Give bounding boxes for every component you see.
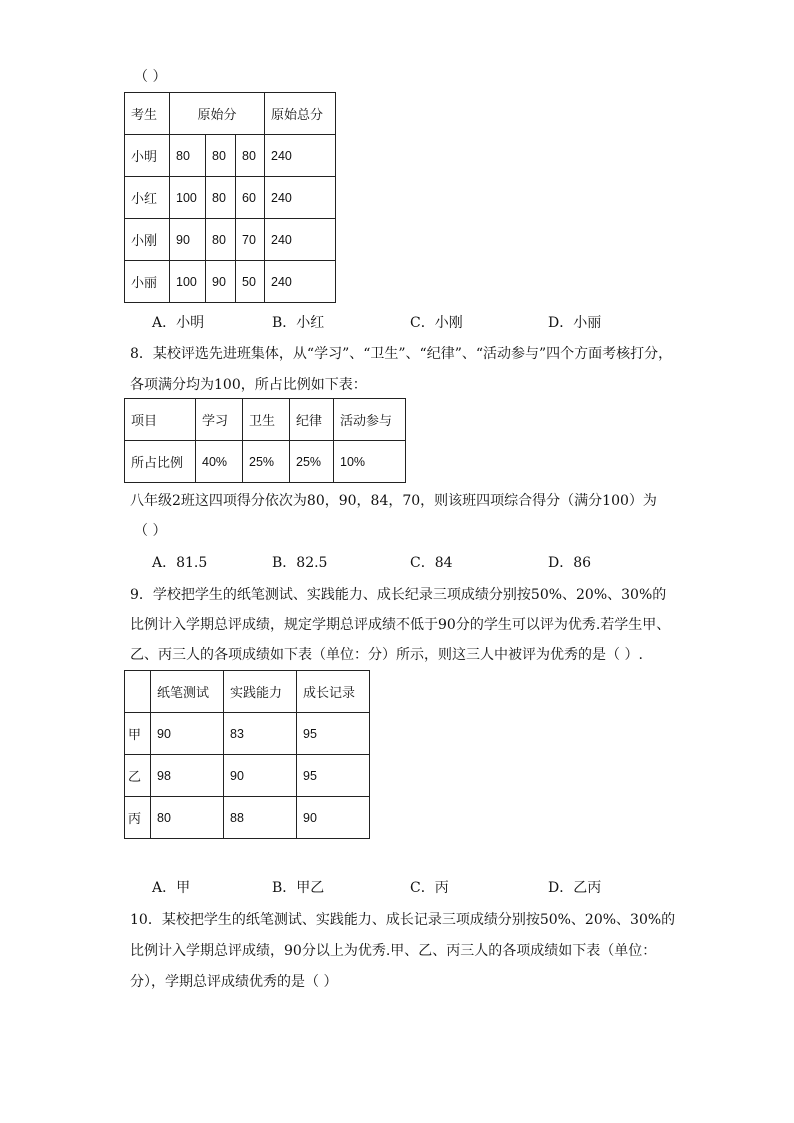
table-header-cell: 考生 [125, 93, 170, 135]
table-cell: 60 [236, 177, 265, 219]
q9-stem-line2: 比例计入学期总评成绩，规定学期总评成绩不低于90分的学生可以评为优秀.若学生甲、 [130, 617, 671, 633]
table-row [125, 399, 406, 441]
q9-option-c[interactable]: C．丙 [410, 880, 449, 896]
table-cell: 80 [206, 219, 236, 261]
q10-stem-line2: 比例计入学期总评成绩，90分以上为优秀.甲、乙、丙三人的各项成绩如下表（单位： [130, 943, 657, 959]
q7-score-table [124, 92, 336, 303]
q8-answer-paren: （ ） [134, 523, 167, 539]
table-row [125, 261, 336, 303]
table-cell: 90 [206, 261, 236, 303]
table-cell: 小丽 [125, 261, 170, 303]
q7-answer-paren: （ ） [134, 69, 167, 85]
table-cell: 80 [170, 135, 206, 177]
table-cell: 100 [170, 261, 206, 303]
table-cell: 240 [265, 219, 336, 261]
table-cell: 90 [170, 219, 206, 261]
table-cell: 乙 [125, 755, 151, 797]
q7-option-d[interactable]: D．小丽 [548, 315, 602, 331]
table-header-cell: 实践能力 [224, 671, 297, 713]
q7-option-c[interactable]: C．小刚 [410, 315, 463, 331]
table-row [125, 671, 370, 713]
q9-option-d[interactable]: D．乙丙 [548, 880, 602, 896]
table-cell: 小明 [125, 135, 170, 177]
q9-score-table [124, 670, 370, 839]
table-header-cell: 成长记录 [297, 671, 370, 713]
table-cell: 甲 [125, 713, 151, 755]
table-cell: 80 [151, 797, 224, 839]
q8-option-b[interactable]: B．82.5 [272, 555, 328, 571]
q8-option-d[interactable]: D．86 [548, 555, 592, 571]
q8-stem-line2: 各项满分均为100，所占比例如下表： [130, 377, 367, 393]
table-cell: 90 [151, 713, 224, 755]
table-cell: 25% [290, 441, 334, 483]
table-row [125, 441, 406, 483]
table-cell: 240 [265, 135, 336, 177]
q8-option-c[interactable]: C．84 [410, 555, 453, 571]
table-row [125, 797, 370, 839]
table-cell: 88 [224, 797, 297, 839]
table-cell: 25% [243, 441, 290, 483]
table-cell: 90 [297, 797, 370, 839]
table-cell: 活动参与 [334, 399, 406, 441]
table-cell: 学习 [196, 399, 243, 441]
q9-option-b[interactable]: B．甲乙 [272, 880, 325, 896]
table-cell: 卫生 [243, 399, 290, 441]
table-header-cell [125, 671, 151, 713]
q9-option-a[interactable]: A．甲 [152, 880, 191, 896]
q7-option-a[interactable]: A．小明 [152, 315, 205, 331]
table-header-cell: 原始总分 [265, 93, 336, 135]
table-cell: 70 [236, 219, 265, 261]
table-cell: 98 [151, 755, 224, 797]
table-cell: 10% [334, 441, 406, 483]
q8-stem-line1: 8．某校评选先进班集体，从“学习”、“卫生”、“纪律”、“活动参与”四个方面考核打分， [130, 346, 673, 362]
table-cell: 83 [224, 713, 297, 755]
table-cell: 小红 [125, 177, 170, 219]
table-cell: 40% [196, 441, 243, 483]
table-cell: 240 [265, 177, 336, 219]
table-cell: 80 [206, 177, 236, 219]
table-cell: 100 [170, 177, 206, 219]
table-cell: 90 [224, 755, 297, 797]
table-row [125, 713, 370, 755]
table-cell: 80 [236, 135, 265, 177]
table-cell: 240 [265, 261, 336, 303]
table-cell: 50 [236, 261, 265, 303]
table-cell: 丙 [125, 797, 151, 839]
table-cell: 95 [297, 713, 370, 755]
table-cell: 小刚 [125, 219, 170, 261]
table-cell: 80 [206, 135, 236, 177]
table-cell: 项目 [125, 399, 196, 441]
table-row [125, 177, 336, 219]
q10-stem-line1: 10．某校把学生的纸笔测试、实践能力、成长记录三项成绩分别按50%、20%、30%的 [130, 912, 676, 928]
table-cell: 纪律 [290, 399, 334, 441]
table-header-cell: 纸笔测试 [151, 671, 224, 713]
table-header-cell: 原始分 [170, 93, 265, 135]
table-cell: 95 [297, 755, 370, 797]
table-row [125, 135, 336, 177]
q8-option-a[interactable]: A．81.5 [152, 555, 208, 571]
q9-stem-line1: 9．学校把学生的纸笔测试、实践能力、成长纪录三项成绩分别按50%、20%、30%的 [130, 587, 667, 603]
q8-ratio-table [124, 398, 406, 483]
table-row [125, 755, 370, 797]
table-cell: 所占比例 [125, 441, 196, 483]
q10-stem-line3: 分），学期总评成绩优秀的是（ ） [130, 974, 338, 990]
q8-stem-line3: 八年级2班这四项得分依次为80，90，84，70，则该班四项综合得分（满分100）为 [130, 493, 657, 509]
q9-stem-line3: 乙、丙三人的各项成绩如下表（单位：分）所示，则这三人中被评为优秀的是（ ）. [130, 647, 643, 663]
table-row [125, 219, 336, 261]
q7-option-b[interactable]: B．小红 [272, 315, 325, 331]
